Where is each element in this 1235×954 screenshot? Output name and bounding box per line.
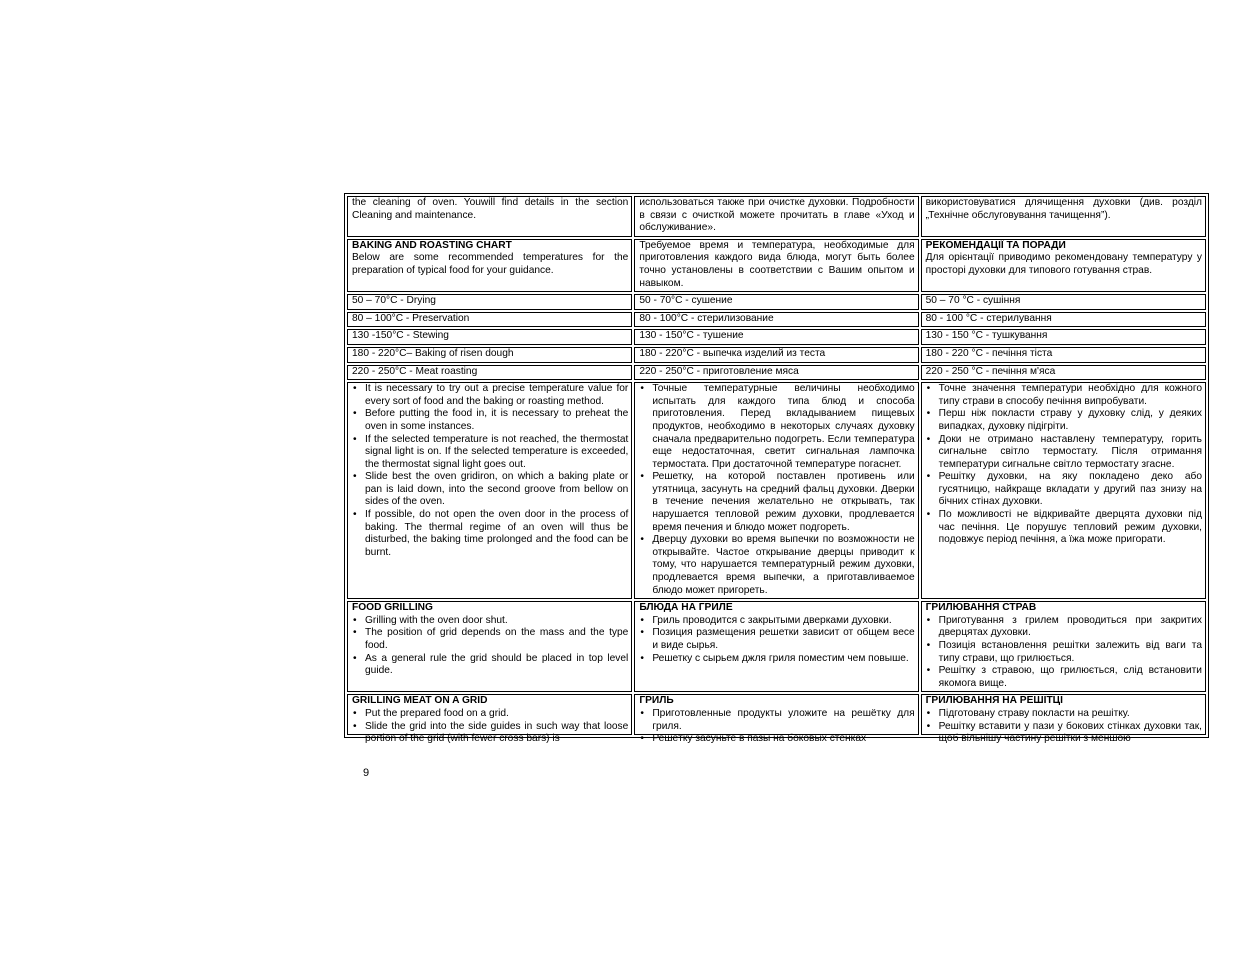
intro-en: the cleaning of oven. Youwill find details in the section Cleaning and maintenance.: [347, 196, 632, 237]
temp-row: [347, 294, 1206, 310]
grid-list-uk: [926, 708, 1202, 746]
list-item: • If possible, do not open the oven door in the process of baking. The thermal regime of an oven will thus be disturbed, the baking time prolonged and the food can be burnt.: [352, 509, 628, 559]
list-item: • Приготовленные продукты уложите на решётку для гриля.: [639, 708, 914, 733]
grilling-list-en: [352, 615, 628, 678]
grid-ru: [634, 694, 918, 745]
grilling-en: [347, 601, 632, 692]
grilling-row: [347, 601, 1206, 692]
list-item: • Решітку вставити у пази у бокових стінках духовки так, щоб вільнішу частину решітки з меншою: [926, 721, 1202, 746]
intro-ru: использоваться также при очистке духовки. Подробности в связи с очисткой можете прочитать в главе «Уход и обслуживание».: [634, 196, 918, 237]
temp-ru: 130 - 150°C - тушение: [634, 329, 918, 345]
list-item: • Put the prepared food on a grid.: [352, 708, 628, 721]
grilling-list-ru: [639, 615, 914, 665]
grilling-title-en: FOOD GRILLING: [352, 602, 433, 614]
temp-uk: 130 - 150 °C - тушкування: [921, 329, 1206, 345]
temp-row: [347, 347, 1206, 363]
chart-title-uk: РЕКОМЕНДАЦІЇ ТА ПОРАДИ: [925, 239, 1066, 251]
temp-row: [347, 365, 1206, 381]
list-item: • Before putting the food in, it is necessary to preheat the oven in some instances.: [352, 408, 628, 433]
chart-head-uk: [921, 239, 1206, 292]
list-item: • Доки не отримано наставлену температуру, горить сигнальне світло термостату. Після отримання температури сигнальне світло термостату згасне.: [926, 434, 1202, 472]
list-item: • Позиция размещения решетки зависит от общем весе и виде сырья.: [639, 627, 914, 652]
grid-title-en: GRILLING MEAT ON A GRID: [352, 695, 488, 707]
list-item: • Точне значення температури необхідно для кожного типу страви в способу печіння випробувати.: [926, 383, 1202, 408]
temp-en: 220 - 250°C - Meat roasting: [347, 365, 632, 381]
list-item: • Slide best the oven gridiron, on which a baking plate or pan is laid down, into the second groove from bellow on sides of the oven.: [352, 471, 628, 509]
temp-en: 80 – 100°C - Preservation: [347, 312, 632, 328]
temp-row: [347, 312, 1206, 328]
chart-text-ru: Требуемое время и температура, необходимые для приготовления каждого вида блюда, могут быть более точно установлены в соответствии с Вашим опытом и навыком.: [639, 239, 915, 289]
grilling-list-uk: [926, 615, 1202, 691]
temp-en: 130 -150°C - Stewing: [347, 329, 632, 345]
list-item: • Дверцу духовки во время выпечки по возможности не открывайте. Частое открывание дверцы приводит к тому, что нарушается температурный режим духовки, продлевается время выпечки, а приготавливаемое блюдо может пригореть.: [639, 534, 914, 597]
list-item: • Решетку с сырьем джля гриля поместим чем повыше.: [639, 653, 914, 666]
list-item: • Grilling with the oven door shut.: [352, 615, 628, 628]
grilling-uk: [921, 601, 1206, 692]
list-item: • The position of grid depends on the mass and the type food.: [352, 627, 628, 652]
temp-en: 50 – 70°C - Drying: [347, 294, 632, 310]
list-item: • Перш ніж покласти страву у духовку слід, у деяких випадках, духовку підігріти.: [926, 408, 1202, 433]
temp-ru: 80 - 100°C - стерилизование: [634, 312, 918, 328]
list-item: • Решітку духовки, на яку покладено деко або гусятницю, найкраще вкладати у другий паз знизу на бічних стінах духовки.: [926, 471, 1202, 509]
list-item: • As a general rule the grid should be placed in top level guide.: [352, 653, 628, 678]
grilling-title-ru: БЛЮДА НА ГРИЛЕ: [639, 602, 733, 614]
temp-ru: 180 - 220°C - выпечка изделий из теста: [634, 347, 918, 363]
page-number: 9: [363, 767, 370, 779]
temp-en: 180 - 220°C– Baking of risen dough: [347, 347, 632, 363]
temp-uk: 80 - 100 °C - стерилування: [921, 312, 1206, 328]
grid-en: [347, 694, 632, 745]
list-item: • Гриль проводится с закрытыми дверками духовки.: [639, 615, 914, 628]
chart-text-en: Below are some recommended temperatures for the preparation of typical food for your guidance.: [352, 252, 629, 276]
list-item: • Решітку з стравою, що грилюється, слід встановити якомога вище.: [926, 665, 1202, 690]
list-item: • Решётку засуньте в пазы на боковых стенках: [639, 733, 914, 746]
intro-row: [347, 196, 1206, 237]
list-item: • Приготування з грилем проводиться при закритих дверцятах духовки.: [926, 615, 1202, 640]
chart-head-row: [347, 239, 1206, 292]
tips-uk: [921, 382, 1206, 599]
grid-uk: [921, 694, 1206, 745]
temp-uk: 220 - 250 °C - печіння м'яса: [921, 365, 1206, 381]
list-item: • Позиція встановлення решітки залежить від ваги та типу страви, що грилюється.: [926, 640, 1202, 665]
grilling-ru: [634, 601, 918, 692]
tips-list-uk: [926, 383, 1202, 547]
tips-list-ru: [639, 383, 914, 597]
list-item: • Точные температурные величины необходимо испытать для каждого типа блюд и способа приготовления. Перед вкладыванием пищевых продуктов, необходимо в некоторых случаях духовку сначала предварительно подогреть. Если температура еще недостаточная, светит сигнальная лампочка термостата. При достаточной температуре погаснет.: [639, 383, 914, 471]
grid-title-ru: ГРИЛЬ: [639, 695, 674, 707]
list-item: • По можливості не відкривайте дверцята духовки під час печіння. Це порушує тепловий режим духовки, подовжує період печіння, а їжа може пригорати.: [926, 509, 1202, 547]
temp-ru: 220 - 250°C - приготовление мяса: [634, 365, 918, 381]
grilling-title-uk: ГРИЛЮВАННЯ СТРАВ: [925, 602, 1037, 614]
grid-list-en: [352, 708, 628, 746]
tips-ru: [634, 382, 918, 599]
temp-row: [347, 329, 1206, 345]
grid-row: [347, 694, 1206, 735]
grid-list-ru: [639, 708, 914, 746]
tips-list-en: [352, 383, 628, 559]
temp-uk: 50 – 70 °C - сушіння: [921, 294, 1206, 310]
temp-uk: 180 - 220 °C - печіння тіста: [921, 347, 1206, 363]
chart-head-ru: [634, 239, 918, 292]
chart-text-uk: Для орієнтації приводимо рекомендовану температуру у просторі духовки для типового готування страв.: [925, 252, 1202, 276]
chart-title-en: BAKING AND ROASTING CHART: [352, 239, 512, 251]
tips-row: [347, 382, 1206, 599]
list-item: • It is necessary to try out a precise temperature value for every sort of food and the baking or roasting method.: [352, 383, 628, 408]
list-item: • Решетку, на которой поставлен противень или утятница, засунуть на средний фальц духовки. Дверки в течение печения желательно не открывать, так нарушается тепловой режим духовки, продлевается время печения и блюдо может подгореть.: [639, 471, 914, 534]
intro-uk: використовуватися длячищення духовки (див. розділ „Технічне обслуговування тачищення”).: [921, 196, 1206, 237]
temp-ru: 50 - 70°C - сушение: [634, 294, 918, 310]
tips-en: [347, 382, 632, 599]
list-item: • Slide the grid into the side guides in such way that loose portion of the grid (with fewer cross bars) is: [352, 721, 628, 746]
chart-head-en: [347, 239, 632, 292]
grid-title-uk: ГРИЛЮВАННЯ НА РЕШІТЦІ: [925, 695, 1063, 707]
list-item: • Підготовану страву покласти на решітку.: [926, 708, 1202, 721]
list-item: • If the selected temperature is not reached, the thermostat signal light is on. If the selected temperature is exceeded, the thermostat signal light goes out.: [352, 434, 628, 472]
manual-table: [344, 193, 1209, 745]
